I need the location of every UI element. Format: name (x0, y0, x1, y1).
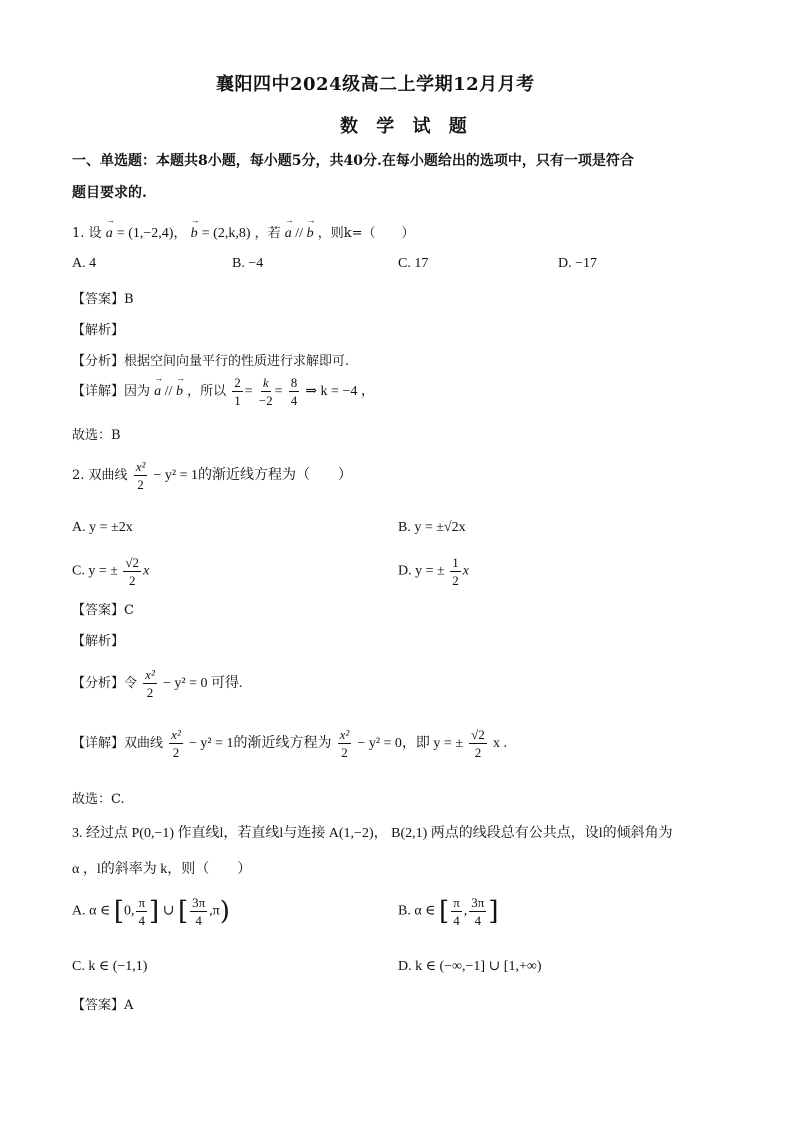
q2-explain-label: 【解析】 (72, 634, 125, 649)
fraction-pi-4: $\frac{\pi}{4}$ (138, 895, 146, 928)
question-1-stem: 1. 设 → a = (1,−2,4)， → b = (2,k,8) ，若 → a // → b ，则k=（ ） (72, 222, 415, 242)
q2-option-d: D. y = ± $\frac{1}{2}$ x (398, 555, 469, 588)
q2-detail-tail: x . (492, 736, 507, 751)
detail-label: 【详解】 (72, 384, 125, 399)
q2-option-b: B. y = ±√2x (398, 520, 466, 535)
q3-answer (72, 994, 133, 1013)
answer-label: 【答案】 (72, 603, 125, 618)
q1-option-a: A. 4 (72, 256, 97, 271)
fraction-3pi-4-b: $\frac{3\pi}{4}$ (471, 895, 485, 928)
fraction-1-2: $\frac{1}{2}$ (452, 555, 459, 588)
q1-answer (72, 288, 134, 307)
fraction-k-neg2: $\frac{k}{-2}$ (258, 375, 273, 408)
fraction-sqrt2-2-b: $\frac{√2}{2}$ (471, 727, 485, 760)
page-title: 襄阳四中2024级高二上学期12月月考 (216, 74, 535, 95)
q3-option-c: C. k ∈ (−1,1) (72, 959, 148, 974)
vector-b-symbol: → b (191, 226, 198, 242)
q2-analysis-tail: − y² = 0 可得. (162, 676, 243, 691)
q1-choose-value: B (111, 428, 121, 443)
fraction-2-1: $\frac{2}{1}$ (234, 375, 241, 408)
answer-label: 【答案】 (72, 292, 125, 307)
fraction-x2-2: $\frac{\text{x²}}{2}$ (135, 459, 146, 492)
q1-option-b: B. −4 (232, 256, 264, 271)
fraction-sqrt2-2: $\frac{√2}{2}$ (125, 555, 140, 588)
q3-option-a: A. α ∈ [0, $\frac{\pi}{4}$ ] ∪ [ $\frac{3\pi}{4}$ ,π) (72, 895, 230, 928)
q1-tail: ，则k=（ ） (317, 226, 415, 241)
q1-analysis (72, 350, 349, 369)
q1-detail-mid: ，所以 (187, 384, 227, 399)
q3-stem-line2: α ，l的斜率为 k，则（ ） (72, 862, 252, 877)
question-2-stem (72, 460, 352, 491)
q1-option-c: C. 17 (398, 256, 429, 271)
q2-eq-tail: − y² = 1的渐近线方程为（ ） (153, 468, 352, 483)
q2-detail-mid2: − y² = 0，即 y = ± (357, 736, 464, 751)
q3-option-a-text: A. α ∈ (72, 903, 111, 919)
q3-option-b: B. α ∈ [ $\frac{\pi}{4}$ , $\frac{3\pi}{4}$ ] (398, 895, 499, 928)
q2-detail-pre: 双曲线 (124, 736, 164, 751)
q3-option-d: D. k ∈ (−∞,−1] ∪ [1,+∞) (398, 959, 542, 974)
q3-option-b-text: B. α ∈ (398, 903, 436, 919)
fraction-8-4: $\frac{8}{4}$ (290, 375, 298, 408)
q2-analysis (72, 668, 242, 699)
q1-choose (72, 424, 121, 443)
detail-label: 【详解】 (72, 736, 125, 751)
section-heading-line2: 题目要求的. (72, 185, 147, 201)
q2-choose-value: C. (111, 792, 125, 807)
q2-option-c: C. y = ± $\frac{√2}{2}$ x (72, 555, 150, 588)
analysis-label: 【分析】 (72, 354, 125, 369)
q1-vector-a: (1,−2,4) (128, 226, 174, 241)
fraction-x2-2-d: $\frac{\text{x²}}{2}$ (339, 727, 350, 760)
q2-choose (72, 788, 125, 807)
q2-detail (72, 728, 507, 759)
q3-answer-value: A (124, 998, 134, 1013)
vector-b-symbol-2: → b (307, 226, 314, 242)
q2-answer (72, 599, 134, 618)
page-subtitle: 数 学 试 题 (340, 116, 473, 137)
vector-a-symbol: → a (106, 226, 113, 242)
q2-detail-mid: − y² = 1的渐近线方程为 (188, 736, 332, 751)
q2-number: 2. 双曲线 (72, 468, 128, 483)
q2-option-a: A. y = ±2x (72, 520, 133, 535)
q2-answer-value: C (124, 603, 134, 618)
q1-option-d: D. −17 (558, 256, 598, 271)
fraction-x2-2-c: $\frac{\text{x²}}{2}$ (171, 727, 181, 760)
q2-option-d-text: D. y = ± (398, 563, 445, 579)
fraction-3pi-4: $\frac{3\pi}{4}$ (192, 895, 206, 928)
q1-number: 1. 设 (72, 226, 102, 241)
analysis-label: 【分析】 (72, 676, 125, 691)
q1-explain-label: 【解析】 (72, 323, 125, 338)
q2-analysis-pre: 令 (124, 676, 138, 691)
choose-label: 故选： (72, 428, 112, 443)
fraction-x2-2-b: $\frac{\text{x²}}{2}$ (145, 667, 155, 700)
q1-vector-b: (2,k,8) (213, 226, 251, 241)
vector-a-symbol-3: → a (154, 384, 161, 400)
choose-label: 故选： (72, 792, 112, 807)
q1-detail-pre: 因为 (124, 384, 151, 399)
q2-option-c-text: C. y = ± (72, 563, 118, 579)
q1-answer-value: B (124, 292, 134, 307)
vector-b-symbol-3: → b (176, 384, 183, 400)
answer-label: 【答案】 (72, 998, 125, 1013)
q1-detail-result: ⇒ k = −4 ， (305, 384, 375, 399)
q1-detail: 【详解】因为 → a // → b ，所以 $\frac{2}{1}$ = $\frac{k}{-2}$ = $\frac{8}{4}$ ⇒ k = −4 ， (72, 376, 375, 407)
q3-stem-line1: 3. 经过点 P(0,−1) 作直线l，若直线l与连接 A(1,−2)， B(2,1) 两点的线段总有公共点，设l的倾斜角为 (72, 826, 673, 841)
fraction-pi-4-b: $\frac{\pi}{4}$ (453, 895, 460, 928)
section-heading-line1: 一、单选题：本题共8小题，每小题5分，共40分.在每小题给出的选项中，只有一项是符合 (72, 153, 634, 169)
vector-a-symbol-2: → a (285, 226, 292, 242)
q1-condition: ，若 (254, 226, 281, 241)
q1-analysis-text: 根据空间向量平行的性质进行求解即可. (124, 354, 350, 369)
